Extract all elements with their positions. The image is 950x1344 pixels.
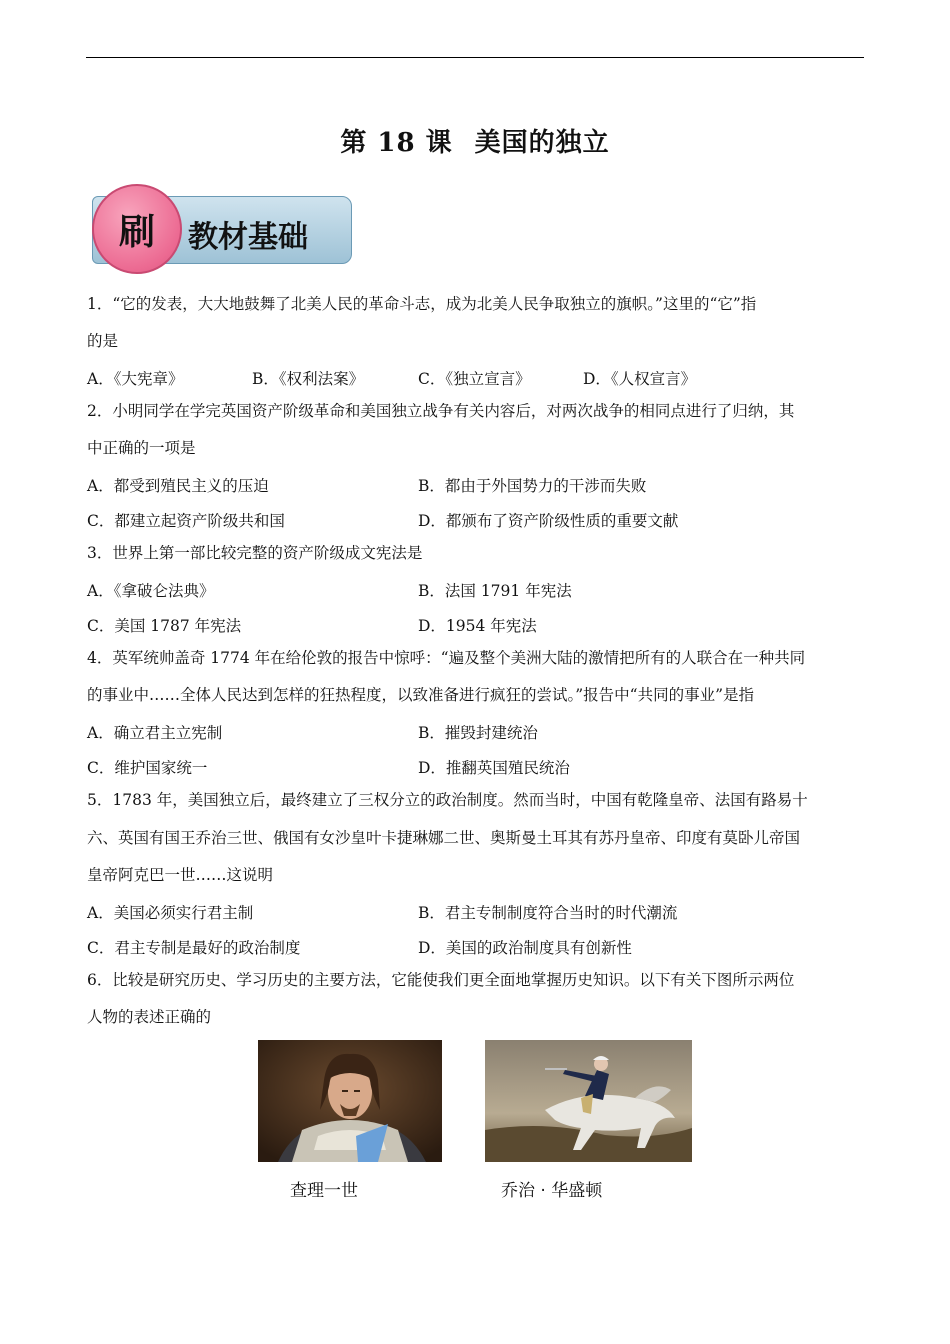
question-6-stem-line1: 6．比较是研究历史、学习历史的主要方法，它能使我们更全面地掌握历史知识。以下有关下图所示两位	[87, 971, 795, 989]
question-2-stem-line2: 中正确的一项是	[87, 439, 196, 457]
question-1-option-b: B．《权利法案》	[252, 370, 365, 388]
question-3-option-a: A．《拿破仑法典》	[87, 582, 215, 600]
question-2-stem-line1: 2．小明同学在学完英国资产阶级革命和美国独立战争有关内容后，对两次战争的相同点进行了归纳，其	[87, 402, 795, 420]
caption-george-washington: 乔治 · 华盛顿	[501, 1181, 603, 1201]
question-5-stem-line1: 5．1783 年，美国独立后，最终建立了三权分立的政治制度。然而当时，中国有乾隆皇帝、法国有路易十	[87, 791, 808, 809]
question-5-option-a: A．美国必须实行君主制	[87, 904, 254, 922]
question-2-option-a: A．都受到殖民主义的压迫	[87, 477, 269, 495]
question-4-stem-line1: 4．英军统帅盖奇 1774 年在给伦敦的报告中惊呼：“遍及整个美洲大陆的激情把所有的人联合在一种共同	[87, 649, 806, 667]
question-5-option-c: C．君主专制是最好的政治制度	[87, 939, 301, 957]
question-4-stem-line2: 的事业中……全体人民达到怎样的狂热程度，以致准备进行疯狂的尝试。”报告中“共同的事业”是指	[87, 686, 755, 704]
section-banner	[92, 196, 352, 264]
question-1-option-a: A．《大宪章》	[87, 370, 184, 388]
question-4-option-a: A．确立君主立宪制	[87, 724, 223, 742]
lesson-number: 第 18 课	[340, 128, 453, 158]
portrait-charles-i	[258, 1040, 442, 1162]
header-rule	[86, 57, 864, 58]
question-4-option-c: C．维护国家统一	[87, 759, 208, 777]
question-4-option-b: B．摧毁封建统治	[418, 724, 538, 742]
banner-label: 教材基础	[188, 220, 308, 255]
caption-charles-i: 查理一世	[290, 1181, 358, 1201]
question-1-stem-line1: 1．“它的发表，大大地鼓舞了北美人民的革命斗志，成为北美人民争取独立的旗帜。”这里的“它”指	[87, 295, 757, 313]
banner-badge: 刷	[92, 184, 182, 274]
question-2-option-b: B．都由于外国势力的干涉而失败	[418, 477, 647, 495]
question-1-option-d: D．《人权宣言》	[583, 370, 697, 388]
question-1-stem-line2: 的是	[87, 332, 119, 350]
lesson-topic: 美国的独立	[474, 128, 610, 158]
question-5-option-b: B．君主专制制度符合当时的时代潮流	[418, 904, 678, 922]
question-3-stem: 3．世界上第一部比较完整的资产阶级成文宪法是	[87, 544, 423, 562]
question-5-option-d: D．美国的政治制度具有创新性	[418, 939, 632, 957]
question-4-option-d: D．推翻英国殖民统治	[418, 759, 570, 777]
question-3-option-c: C．美国 1787 年宪法	[87, 617, 242, 635]
question-1-option-c: C．《独立宣言》	[418, 370, 531, 388]
question-2-option-d: D．都颁布了资产阶级性质的重要文献	[418, 512, 679, 530]
question-5-stem-line2: 六、英国有国王乔治三世、俄国有女沙皇叶卡捷琳娜二世、奥斯曼土耳其有苏丹皇帝、印度有莫卧儿帝国	[87, 829, 801, 847]
question-2-option-c: C．都建立起资产阶级共和国	[87, 512, 285, 530]
portrait-george-washington	[485, 1040, 692, 1162]
page-title	[0, 122, 950, 159]
question-3-option-d: D．1954 年宪法	[418, 617, 537, 635]
question-5-stem-line3: 皇帝阿克巴一世……这说明	[87, 866, 274, 884]
question-3-option-b: B．法国 1791 年宪法	[418, 582, 572, 600]
question-6-stem-line2: 人物的表述正确的	[87, 1008, 212, 1026]
